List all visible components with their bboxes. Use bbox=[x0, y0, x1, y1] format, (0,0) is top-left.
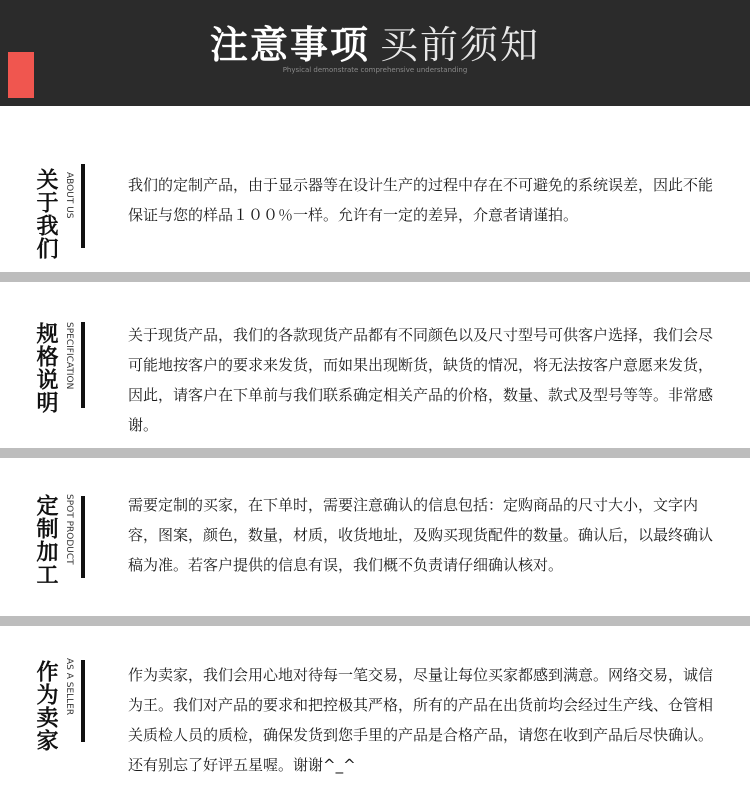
section-text: 需要定制的买家，在下单时，需要注意确认的信息包括：定购商品的尺寸大小，文字内容，图案，颜色，数量，材质，收货地址，及购买现货配件的数量。确认后，以最终确认稿为准。若客户提供的信息有误，我们概不负责请仔细确认核对。 bbox=[128, 496, 714, 574]
title-sub: 买前须知 bbox=[380, 23, 541, 67]
section-as-seller bbox=[0, 626, 750, 811]
section-label-cn: 规格说明 bbox=[33, 322, 58, 414]
title-main: 注意事项 bbox=[209, 23, 370, 67]
section-text: 关于现货产品，我们的各款现货产品都有不同颜色以及尺寸型号可供客户选择，我们会尽可能地按客户的要求来发货，而如果出现断货，缺货的情况，将无法按客户意愿来发货，因此，请客户在下单前与我们联系确定相关产品的价格，数量、款式及型号等等。非常感谢。 bbox=[128, 326, 714, 434]
section-label-en: AS A SELLER bbox=[64, 658, 74, 716]
section-label-en: SPOT PRODUCT bbox=[64, 494, 74, 565]
section-bar bbox=[81, 496, 85, 578]
section-custom-processing bbox=[0, 458, 750, 616]
section-label-cn: 作为卖家 bbox=[33, 660, 58, 752]
section-label-en: SPECIFICATION bbox=[64, 322, 74, 390]
section-bar bbox=[81, 322, 85, 408]
section-divider bbox=[0, 616, 750, 626]
section-about-us bbox=[0, 106, 750, 272]
section-text: 作为卖家，我们会用心地对待每一笔交易，尽量让每位买家都感到满意。网络交易，诚信为王。我们对产品的要求和把控极其严格，所有的产品在出货前均会经过生产线、仓管相关质检人员的质检，确保发货到您手里的产品是合格产品，请您在收到产品后尽快确认。还有别忘了好评五星喔。谢谢^_^ bbox=[128, 666, 714, 774]
section-specification bbox=[0, 282, 750, 448]
page-title bbox=[0, 14, 750, 69]
section-text: 我们的定制产品，由于显示器等在设计生产的过程中存在不可避免的系统误差，因此不能保证与您的样品１００％一样。允许有一定的差异，介意者请谨拍。 bbox=[128, 176, 714, 224]
section-label-cn: 关于我们 bbox=[33, 168, 58, 260]
section-label-cn: 定制加工 bbox=[33, 494, 58, 586]
section-bar bbox=[81, 164, 85, 248]
header-subtitle: Physical demonstrate comprehensive understanding bbox=[282, 66, 468, 74]
section-bar bbox=[81, 660, 85, 742]
section-divider bbox=[0, 272, 750, 282]
header-banner bbox=[0, 0, 750, 106]
section-label-en: ABOUT US bbox=[64, 172, 74, 219]
section-divider bbox=[0, 448, 750, 458]
